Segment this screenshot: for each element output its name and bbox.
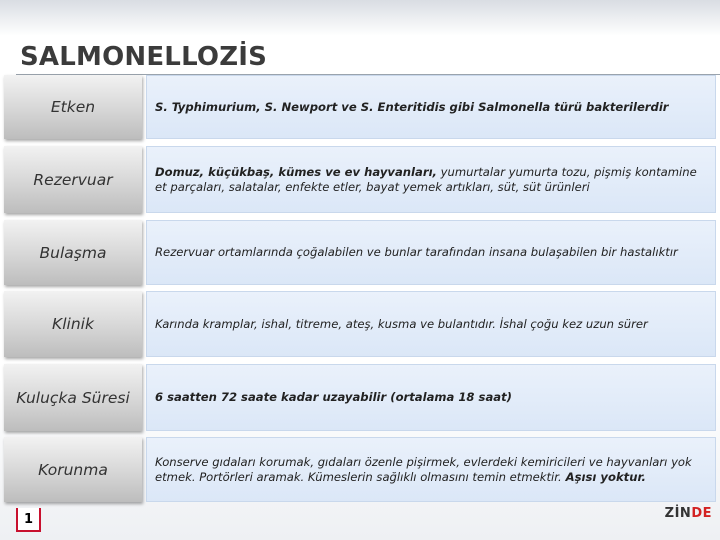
table-row-korunma [0,437,720,502]
row-label: Etken [4,75,142,139]
row-label: Bulaşma [4,220,142,285]
slide-number: 1 [16,508,41,532]
table-row-bulasma [0,220,720,285]
row-label: Korunma [4,437,142,502]
row-bold-text: Domuz, küçükbaş, kümes ve ev hayvanları, [155,164,437,179]
row-bold-text: 6 saatten 72 saate kadar uzayabilir (ortalama 18 saat) [155,390,512,405]
row-content [146,364,716,431]
row-bold-text: S. Typhimurium, S. Newport ve S. Enteritidis gibi Salmonella türü bakterilerdir [155,99,669,114]
brand-logo [665,506,712,521]
row-content [146,75,716,139]
table-row-etken [0,75,720,139]
row-content [146,437,716,502]
logo-part-2: DE [691,506,712,521]
row-content [146,291,716,357]
row-content [146,220,716,285]
row-content [146,146,716,213]
row-label: Rezervuar [4,146,142,213]
table-row-klinik [0,291,720,357]
table-row-kulucka [0,364,720,431]
row-text: Konserve gıdaları korumak, gıdaları özenle pişirmek, evlerdeki kemiricileri ve hayvanları yok etmek. Portörleri aramak. Kümeslerin sağlıklı olmasını temin etmektir. [155,454,692,484]
row-label: Klinik [4,291,142,357]
row-text: Rezervuar ortamlarında çoğalabilen ve bunlar tarafından insana bulaşabilen bir hastalıktır [155,245,678,260]
row-text: Karında kramplar, ishal, titreme, ateş, kusma ve bulantıdır. İshal çoğu kez uzun sürer [155,316,648,331]
header-band [0,0,720,36]
row-label: Kuluçka Süresi [4,364,142,431]
logo-part-1: ZİN [664,506,692,521]
slide-title: SALMONELLOZİS [20,42,268,72]
row-bold-tail: Aşısı yoktur. [561,469,646,484]
table-row-rezervuar [0,146,720,213]
row-text: yumurtalar yumurta tozu, pişmiş kontamine et parçaları, salatalar, enfekte etler, bayat yemek artıkları, süt, süt ürünleri [155,164,697,194]
